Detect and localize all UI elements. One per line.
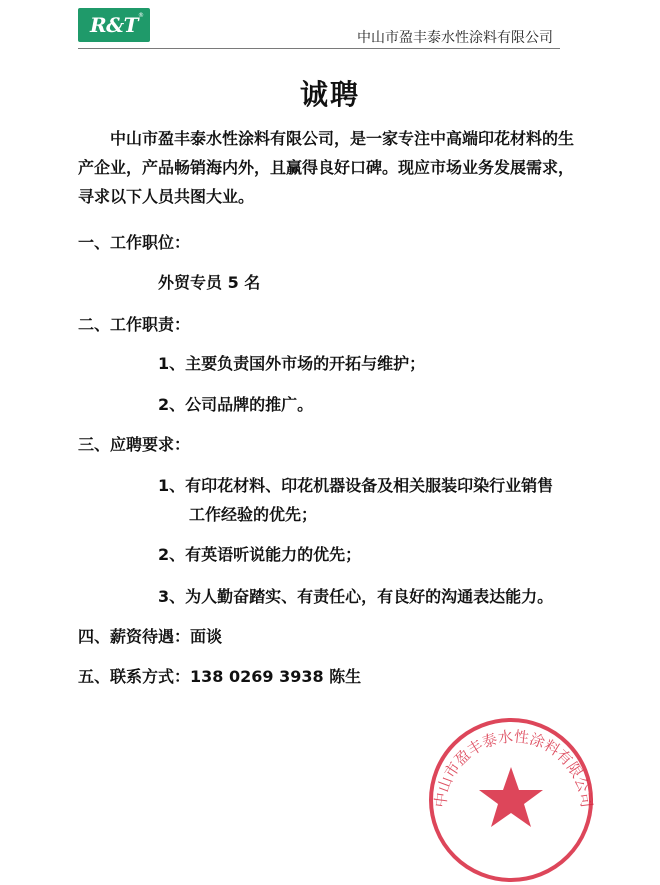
header-rule <box>78 48 560 49</box>
section-heading-requirements: 三、应聘要求： <box>78 435 191 454</box>
company-logo <box>78 8 150 42</box>
seal-star-icon <box>479 767 543 827</box>
seal-text: 中山市盈丰泰水性涂料有限公司 <box>431 727 596 809</box>
duty-item-1: 1、主要负责国外市场的开拓与维护； <box>158 354 426 373</box>
logo-text: R&T <box>89 13 139 37</box>
requirement-item-2: 2、有英语听说能力的优先； <box>158 545 362 564</box>
page-title: 诚聘 <box>299 78 360 111</box>
header-company-name: 中山市盈丰泰水性涂料有限公司 <box>357 30 553 46</box>
company-seal-stamp <box>426 715 596 885</box>
position-item: 外贸专员 5 名 <box>158 273 261 292</box>
requirement-item-3: 3、为人勤奋踏实、有责任心，有良好的沟通表达能力。 <box>158 587 554 606</box>
intro-paragraph <box>78 124 576 211</box>
section-heading-duties: 二、工作职责： <box>78 315 191 334</box>
requirement-item-1: 1、有印花材料、印花机器设备及相关服装印染行业销售 <box>158 476 554 495</box>
logo-registered-mark: ® <box>138 12 144 19</box>
section-heading-salary: 四、薪资待遇：面谈 <box>78 627 223 646</box>
section-heading-position: 一、工作职位： <box>78 233 191 252</box>
intro-text: 中山市盈丰泰水性涂料有限公司，是一家专注中高端印花材料的生产企业，产品畅销海内外，且赢得良好口碑。现应市场业务发展需求，寻求以下人员共图大业。 <box>78 129 575 206</box>
section-heading-contact: 五、联系方式：138 0269 3938 陈生 <box>78 667 362 686</box>
duty-item-2: 2、公司品牌的推广。 <box>158 395 314 414</box>
requirement-item-1-cont: 工作经验的优先； <box>189 505 318 524</box>
